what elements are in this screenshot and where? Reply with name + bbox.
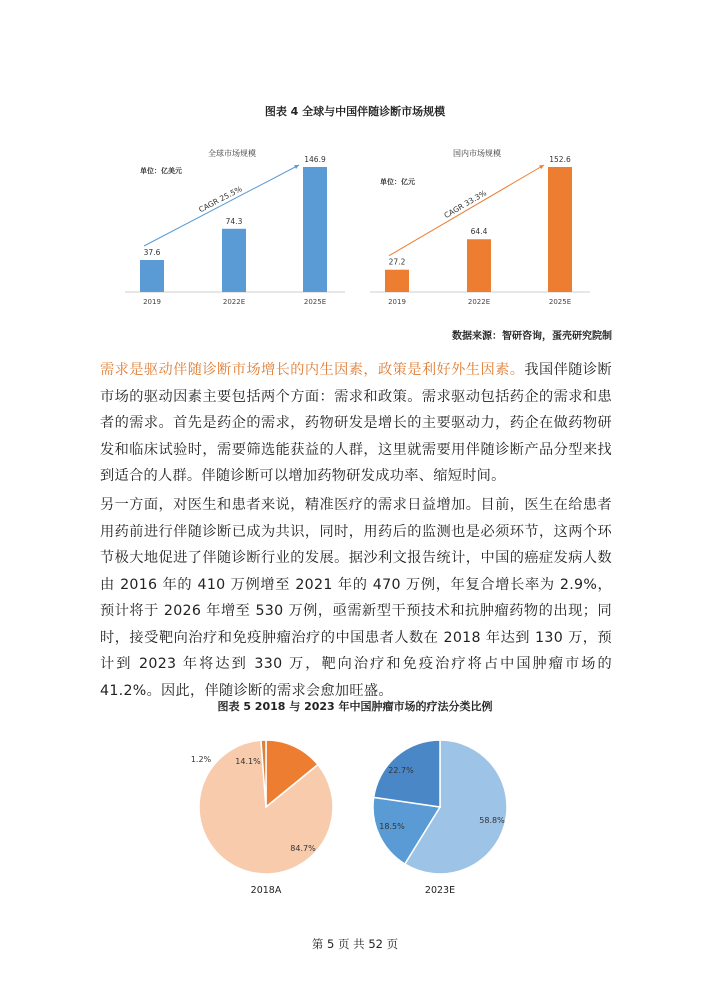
pie-chart-2018a bbox=[191, 740, 333, 896]
pie-chart-title: 2023E bbox=[424, 885, 456, 896]
paragraph-precision-medicine: 另一方面，对医生和患者来说，精准医疗的需求日益增加。目前，医生在给患者用药前进行伴随诊断已成为共识，同时，用药后的监测也是必须环节，这两个环节极大地促进了伴随诊断行业的发展。据沙利文报告统计，中国的癌症发病人数由 2016 年的 410 万例增至 2021 年的 470 万例，年复合增长率为 2.9%，预计将于 2026 年增至 530 万例，亟需新型干预技术和抗肿瘤药物的出现；同时，接受靶向治疗和免疫肿瘤治疗的中国患者人数在 2018 年达到 130 万，预计到 2023 年将达到 330 万，靶向治疗和免疫治疗将占中国肿瘤市场的 41.2%。因此，伴随诊断的需求会愈加旺盛。 bbox=[100, 497, 612, 699]
bar-value-label: 27.2 bbox=[388, 257, 406, 267]
cagr-arrow-line bbox=[144, 165, 299, 246]
global-market-bar-chart bbox=[125, 148, 345, 306]
figure4-title: 图表 4 全球与中国伴随诊断市场规模 bbox=[264, 105, 446, 118]
pie-slice-label: 22.7% bbox=[388, 766, 414, 775]
bar-2019 bbox=[385, 270, 409, 292]
figure4-source: 数据来源：智研咨询，蛋壳研究院制 bbox=[452, 331, 612, 342]
cagr-label: CAGR 25.5% bbox=[197, 184, 244, 215]
pie-slice-label: 84.7% bbox=[290, 844, 316, 853]
bar-chart-title: 国内市场规模 bbox=[453, 149, 501, 158]
bar-value-label: 64.4 bbox=[470, 227, 488, 237]
pie-chart-2023e bbox=[373, 740, 507, 896]
bar-category-label: 2025E bbox=[303, 298, 327, 306]
bar-value-label: 74.3 bbox=[225, 216, 243, 226]
bar-category-label: 2019 bbox=[143, 298, 161, 306]
figure5-title: 图表 5 2018 与 2023 年中国肿瘤市场的疗法分类比例 bbox=[217, 700, 493, 713]
page-footer: 第 5 页 共 52 页 bbox=[311, 937, 399, 951]
bar-value-label: 37.6 bbox=[143, 248, 161, 258]
bar-chart-title: 全球市场规模 bbox=[208, 149, 256, 158]
bar-value-label: 152.6 bbox=[549, 155, 571, 164]
pie-chart-title: 2018A bbox=[250, 885, 282, 896]
pie-slice-label: 14.1% bbox=[235, 757, 261, 766]
figure5-pie-charts bbox=[170, 725, 550, 905]
paragraph-highlight: 需求是驱动伴随诊断市场增长的内生因素，政策是利好外生因素。 bbox=[100, 362, 525, 378]
bar-chart-unit: 单位：亿美元 bbox=[140, 167, 182, 175]
pie-slice-label: 18.5% bbox=[379, 822, 405, 831]
figure4-bar-charts bbox=[110, 140, 600, 310]
bar-2019 bbox=[140, 260, 164, 292]
bar-2025E bbox=[548, 167, 572, 292]
bar-category-label: 2019 bbox=[388, 298, 406, 306]
domestic-market-bar-chart bbox=[370, 148, 590, 306]
pie-slice-label: 58.8% bbox=[479, 816, 505, 825]
cagr-label: CAGR 33.3% bbox=[442, 188, 488, 221]
bar-2022E bbox=[467, 239, 491, 292]
bar-category-label: 2025E bbox=[548, 298, 572, 306]
pie-slice-label: 1.2% bbox=[190, 755, 212, 764]
bar-category-label: 2022E bbox=[467, 298, 491, 306]
bar-category-label: 2022E bbox=[222, 298, 246, 306]
bar-2025E bbox=[303, 167, 327, 292]
bar-2022E bbox=[222, 229, 246, 292]
paragraph-body: 我国伴随诊断市场的驱动因素主要包括两个方面：需求和政策。需求驱动包括药企的需求和患者的需求。首先是药企的需求，药物研发是增长的主要驱动力，药企在做药物研发和临床试验时，需要筛选能获益的人群，这里就需要用伴随诊断产品分型来找到适合的人群。伴随诊断可以增加药物研发成功率、缩短时间。 bbox=[100, 362, 612, 484]
bar-value-label: 146.9 bbox=[304, 155, 326, 164]
bar-chart-unit: 单位：亿元 bbox=[380, 178, 415, 186]
paragraph-demand-drivers bbox=[100, 357, 612, 490]
